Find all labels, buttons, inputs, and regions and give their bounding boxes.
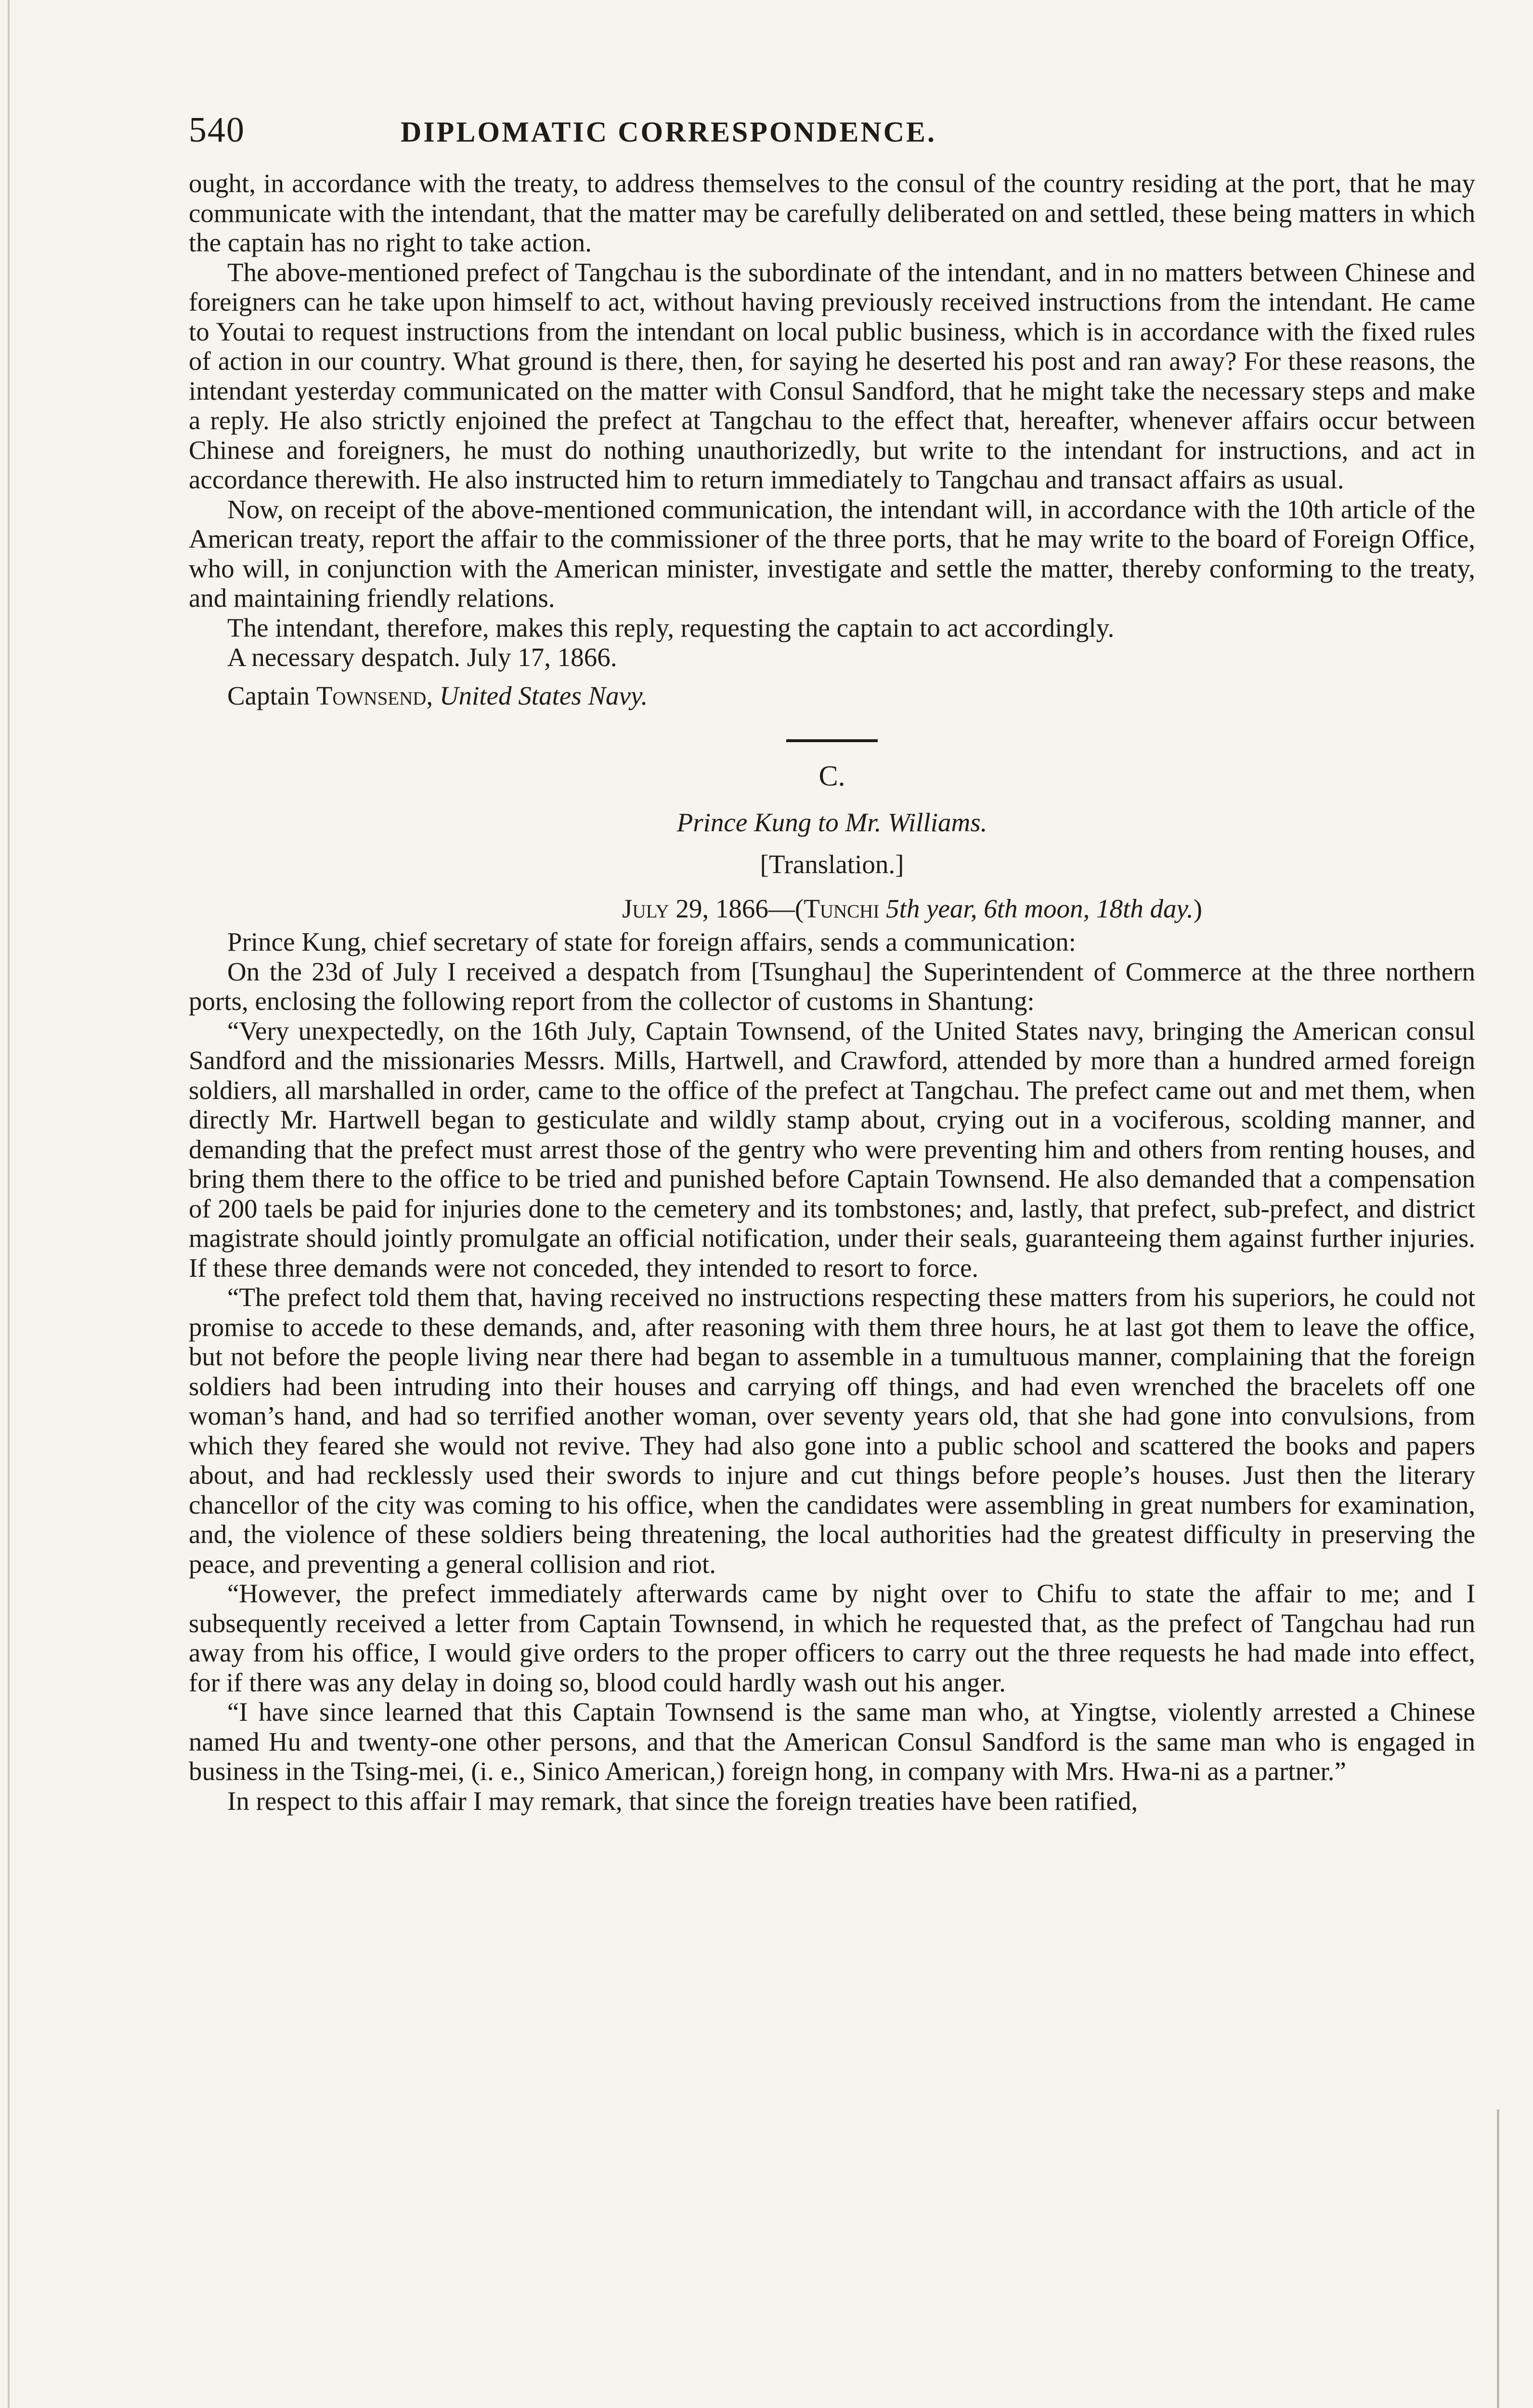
signature-prefix: Captain [227, 681, 316, 710]
paragraph-in-respect: In respect to this affair I may remark, that since the foreign treaties have been ratified, [227, 1786, 1138, 1816]
paragraph-despatch-date: A necessary despatch. July 17, 1866. [227, 642, 617, 672]
paragraph-report-prefect-told: “The prefect told them that, having received no instructions respecting these matters from his superiors, he could not promise to accede to these demands, and, after reasoning with them three hours, he at last got them to leave the office, but not before the people living near there had began to assemble in a tumultuous manner, complaining that the foreign soldiers had been intruding into their houses and carrying off things, and had even wrenched the bracelets off one woman’s hand, and had so terrified another woman, over seventy years old, that she had gone into convulsions, from which they feared she would not revive. They had also gone into a public school and scattered the books and papers about, and had recklessly used their swords to injure and cut things before people’s houses. Just then the literary chancellor of the city was coming to his office, when the candidates were assembling in great numbers for examination, and, the violence of these soldiers being threatening, the local authorities had the greatest difficulty in preserving the peace, and preventing a general collision and riot. [189, 1283, 1475, 1579]
dateline [189, 894, 1475, 924]
scan-right-edge [1497, 2109, 1499, 2408]
running-title: DIPLOMATIC CORRESPONDENCE. [401, 116, 936, 148]
paragraph-receipt-communication: Now, on receipt of the above-mentioned communication, the intendant will, in accordance with the 10th article of the American treaty, report the affair to the commissioner of the three ports, that he may write to the board of Foreign Office, who will, in conjunction with the American minister, investigate and settle the matter, thereby conforming to the treaty, and maintaining friendly relations. [189, 494, 1475, 613]
paragraph-despatch-received: On the 23d of July I received a despatch from [Tsunghau] the Superintendent of Commerce at the three northern ports, enclosing the following report from the collector of customs in Shantung: [189, 956, 1475, 1016]
dateline-moon: 5th year, 6th moon, 18th day. [886, 893, 1194, 923]
paragraph-continuation: ought, in accordance with the treaty, to address themselves to the consul of the country residing at the port, that he may communicate with the intendant, that the matter may be carefully deliberated on and settled, these being matters in which the captain has no right to take action. [189, 169, 1475, 257]
dateline-tunchi: Tunchi [804, 893, 880, 923]
paragraph-prince-kung: Prince Kung, chief secretary of state for foreign affairs, sends a communication: [227, 927, 1076, 956]
document-page [189, 110, 1475, 1816]
scan-left-edge [8, 0, 10, 2408]
page-header [189, 110, 1475, 169]
paragraph-reply: The intendant, therefore, makes this reply, requesting the captain to act accordingly. [227, 613, 1115, 642]
translation-note: [Translation.] [760, 850, 904, 879]
section-divider [786, 739, 878, 742]
section-letter: C. [818, 760, 845, 792]
dateline-date: July 29, 1866—( [622, 893, 804, 923]
paragraph-report-unexpectedly: “Very unexpectedly, on the 16th July, Captain Townsend, of the United States navy, bringing the American consul Sandford and the missionaries Messrs. Mills, Hartwell, and Crawford, attended by more than a hundred armed foreign soldiers, all marshalled in order, came to the office of the prefect at Tangchau. The prefect came out and met them, when directly Mr. Hartwell began to gesticulate and wildly stamp about, crying out in a vociferous, scolding manner, and demanding that the prefect must arrest those of the gentry who were preventing him and others from renting houses, and bring them there to the office to be tried and punished before Captain Townsend. He also demanded that a compensation of 200 taels be paid for injuries done to the cemetery and its tombstones; and, lastly, that prefect, sub-prefect, and district magistrate should jointly promulgate an official notification, under their seals, guaranteeing them against further injuries. If these three demands were not conceded, they intended to resort to force. [189, 1016, 1475, 1283]
signature-name: Townsend, [316, 681, 433, 710]
signature-affiliation: United States Navy. [439, 681, 648, 710]
paragraph-prefect-subordinate: The above-mentioned prefect of Tangchau is the subordinate of the intendant, and in no matters between Chinese and foreigners can he take upon himself to act, without having previously received instructions from the intendant. He came to Youtai to request instructions from the intendant on local public business, which is in accordance with the fixed rules of action in our country. What ground is there, then, for saying he deserted his post and ran away? For these reasons, the intendant yesterday communicated on the matter with Consul Sandford, that he might take the necessary steps and make a reply. He also strictly enjoined the prefect at Tangchau to the effect that, hereafter, whenever affairs occur between Chinese and foreigners, he must do nothing unauthorizedly, but write to the intendant for instructions, and act in accordance therewith. He also instructed him to return immediately to Tangchau and transact affairs as usual. [189, 257, 1475, 494]
paragraph-report-however: “However, the prefect immediately afterwards came by night over to Chifu to state the affair to me; and I subsequently received a letter from Captain Townsend, in which he requested that, as the prefect of Tangchau had run away from his office, I would give orders to the proper officers to carry out the three requests he had made into effect, for if there was any delay in doing so, blood could hardly wash out his anger. [189, 1579, 1475, 1697]
signature-line [189, 681, 1475, 711]
page-number: 540 [189, 110, 245, 150]
dateline-close: ) [1193, 893, 1202, 923]
section-title: Prince Kung to Mr. Williams. [676, 807, 987, 837]
paragraph-report-learned: “I have since learned that this Captain Townsend is the same man who, at Yingtse, violently arrested a Chinese named Hu and twenty-one other persons, and that the American Consul Sandford is the same man who is engaged in business in the Tsing-mei, (i. e., Sinico American,) foreign hong, in company with Mrs. Hwa-ni as a partner.” [189, 1697, 1475, 1786]
